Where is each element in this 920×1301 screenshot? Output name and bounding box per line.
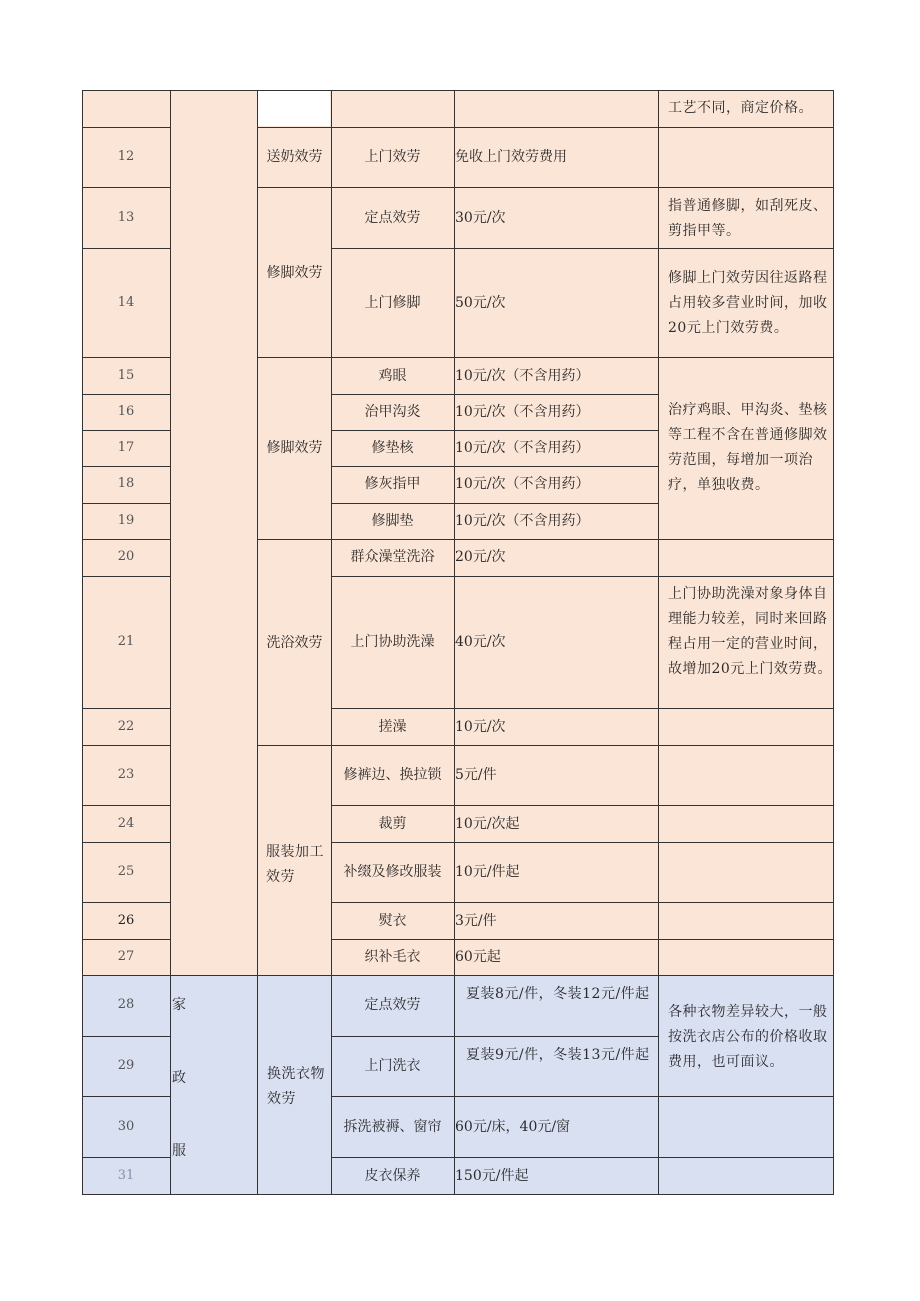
price-cell: 10元/次（不含用药） [455, 368, 590, 384]
price-cell: 150元/件起 [455, 1168, 529, 1184]
row-number: 12 [117, 149, 135, 164]
row-number: 27 [117, 949, 135, 964]
row-number: 16 [117, 404, 135, 419]
row-number: 31 [117, 1168, 135, 1183]
price-cell: 5元/件 [455, 767, 497, 783]
row-number: 23 [117, 767, 135, 782]
price-cell: 10元/次 [455, 719, 506, 735]
price-cell: 10元/次起 [455, 816, 520, 832]
item-cell: 定点效劳 [364, 210, 421, 226]
row-number: 15 [117, 368, 135, 383]
price-cell: 20元/次 [455, 549, 506, 565]
price-cell: 夏装9元/件，冬装13元/件起 [466, 1047, 650, 1063]
item-cell: 熨衣 [378, 913, 407, 929]
item-cell: 治甲沟炎 [364, 404, 421, 420]
price-cell: 10元/件起 [455, 864, 520, 880]
item-cell: 皮衣保养 [364, 1168, 421, 1184]
item-cell: 鸡眼 [378, 368, 407, 384]
price-cell: 30元/次 [455, 210, 506, 226]
row-number: 18 [117, 476, 135, 491]
group-label-pedicure-treatment: 修脚效劳 [266, 440, 323, 456]
price-cell: 10元/次（不含用药） [455, 476, 590, 492]
price-cell: 免收上门效劳费用 [455, 149, 567, 165]
row-number: 30 [117, 1119, 135, 1134]
row-number: 21 [117, 634, 135, 649]
item-cell: 上门效劳 [364, 149, 421, 165]
price-cell: 60元/床，40元/窗 [455, 1119, 571, 1135]
note-cell: 修脚上门效劳因往返路程占用较多营业时间，加收20元上门效劳费。 [668, 270, 828, 336]
row-number: 22 [117, 719, 135, 734]
note-cell: 指普通修脚，如刮死皮、剪指甲等。 [668, 198, 828, 239]
row-number: 14 [117, 295, 135, 310]
row-number: 26 [117, 913, 135, 928]
category-char: 家 [172, 997, 186, 1013]
item-cell: 群众澡堂洗浴 [350, 549, 435, 565]
group-label-pedicure: 修脚效劳 [266, 265, 323, 281]
row-number: 19 [117, 513, 135, 528]
item-cell: 上门洗衣 [364, 1058, 421, 1074]
item-cell: 上门协助洗澡 [350, 634, 435, 650]
category-char: 政 [172, 1070, 186, 1086]
price-cell: 60元起 [455, 949, 501, 965]
item-cell: 织补毛衣 [364, 949, 421, 965]
item-cell: 裁剪 [378, 816, 407, 832]
group-label-milk: 送奶效劳 [266, 149, 323, 165]
item-cell: 修脚垫 [371, 513, 414, 529]
price-cell: 3元/件 [455, 913, 497, 929]
note-cell-treatment: 治疗鸡眼、甲沟炎、垫核等工程不含在普通修脚效劳范围，每增加一项治疗，单独收费。 [668, 402, 828, 493]
row-number: 25 [117, 864, 135, 879]
price-cell: 夏装8元/件，冬装12元/件起 [466, 986, 650, 1002]
row-number: 29 [117, 1058, 135, 1073]
row-number: 17 [117, 440, 135, 455]
price-cell: 10元/次（不含用药） [455, 404, 590, 420]
note-cell: 上门协助洗澡对象身体自理能力较差，同时来回路程占用一定的营业时间，故增加20元上门效劳费。 [668, 586, 832, 677]
row-number: 20 [117, 549, 135, 564]
category-char: 服 [172, 1143, 186, 1159]
row-number: 13 [117, 210, 135, 225]
item-cell: 定点效劳 [364, 997, 421, 1013]
row-number: 24 [117, 816, 135, 831]
price-cell: 10元/次（不含用药） [455, 513, 590, 529]
item-cell: 修垫核 [371, 440, 414, 456]
note-cell-laundry: 各种衣物差异较大，一般按洗衣店公布的价格收取费用，也可面议。 [668, 1004, 828, 1070]
item-cell: 补缀及修改服装 [343, 864, 442, 880]
item-cell: 拆洗被褥、窗帘 [343, 1119, 442, 1135]
group-label-tailoring: 服装加工效劳 [266, 844, 324, 885]
group-label-laundry: 换洗衣物效劳 [267, 1066, 325, 1107]
price-table [82, 90, 834, 1195]
item-cell: 修灰指甲 [364, 476, 421, 492]
price-cell: 40元/次 [455, 634, 506, 650]
price-cell: 10元/次（不含用药） [455, 440, 590, 456]
item-cell: 修裤边、换拉锁 [343, 767, 442, 783]
row-number: 28 [117, 997, 135, 1012]
note-cell: 工艺不同，商定价格。 [668, 100, 813, 116]
group-label-bath: 洗浴效劳 [266, 635, 323, 651]
item-cell: 搓澡 [378, 719, 407, 735]
price-cell: 50元/次 [455, 295, 506, 311]
item-cell: 上门修脚 [364, 295, 421, 311]
